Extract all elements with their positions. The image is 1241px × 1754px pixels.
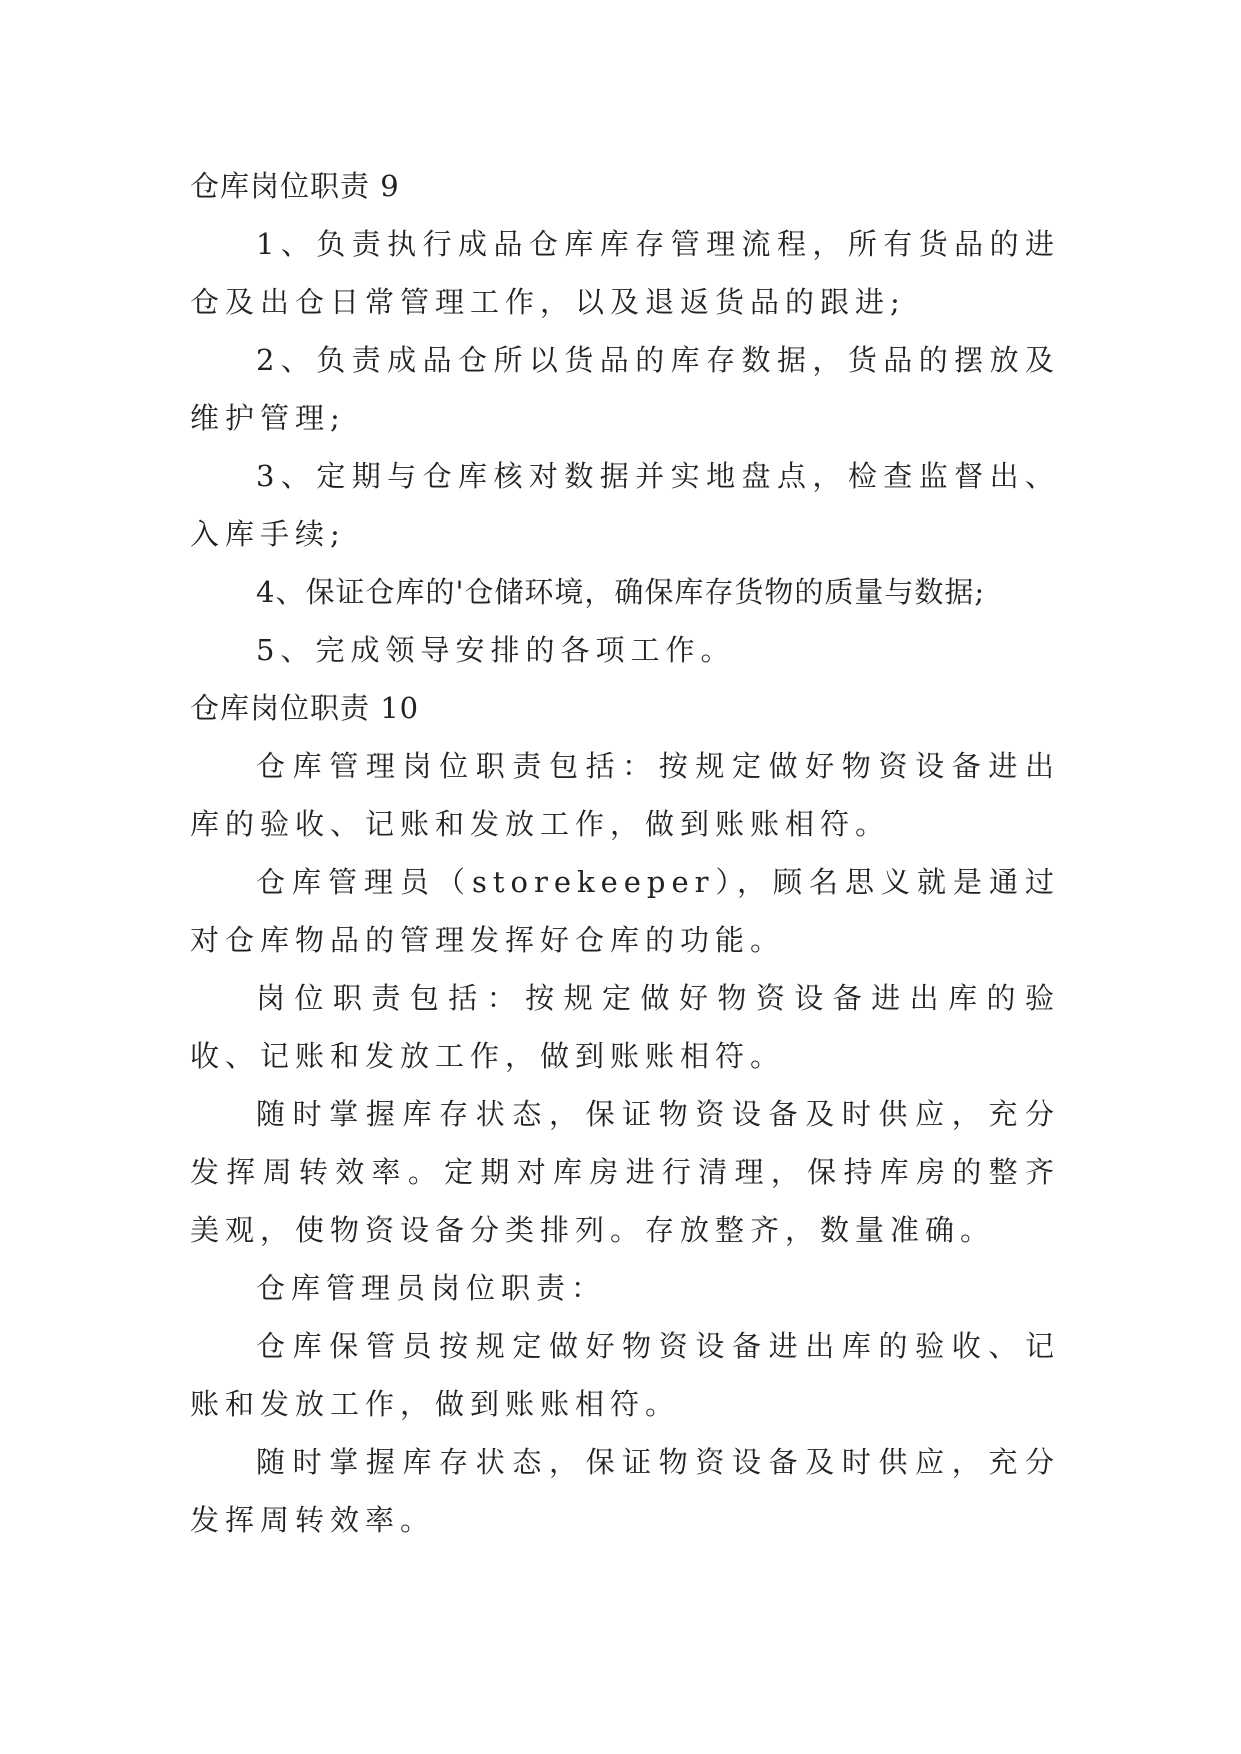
document-page [190, 157, 1060, 1549]
paragraph: 仓库管理员岗位职责： [256, 1271, 607, 1305]
paragraph: 随时掌握库存状态，保证物资设备及时供应，充分发挥周转效率。定期对库房进行清理，保持库房的整齐美观，使物资设备分类排列。存放整齐，数量准确。 [190, 1097, 1060, 1247]
paragraph: 1、负责执行成品仓库库存管理流程，所有货品的进仓及出仓日常管理工作，以及退返货品的跟进; [190, 227, 1060, 319]
paragraph: 5、完成领导安排的各项工作。 [256, 633, 736, 667]
section-heading: 仓库岗位职责 9 [190, 169, 400, 203]
paragraph: 2、负责成品仓所以货品的库存数据，货品的摆放及维护管理; [190, 343, 1060, 435]
paragraph: 仓库管理岗位职责包括：按规定做好物资设备进出库的验收、记账和发放工作，做到账账相符。 [190, 749, 1060, 841]
paragraph: 随时掌握库存状态，保证物资设备及时供应，充分发挥周转效率。 [190, 1445, 1060, 1537]
paragraph: 3、定期与仓库核对数据并实地盘点，检查监督出、入库手续; [190, 459, 1060, 551]
paragraph: 4、保证仓库的'仓储环境，确保库存货物的质量与数据; [256, 575, 986, 609]
section-heading: 仓库岗位职责 10 [190, 691, 420, 725]
paragraph: 仓库保管员按规定做好物资设备进出库的验收、记账和发放工作，做到账账相符。 [190, 1329, 1060, 1421]
paragraph: 仓库管理员（storekeeper），顾名思义就是通过对仓库物品的管理发挥好仓库的功能。 [190, 865, 1060, 957]
paragraph: 岗位职责包括：按规定做好物资设备进出库的验收、记账和发放工作，做到账账相符。 [190, 981, 1060, 1073]
